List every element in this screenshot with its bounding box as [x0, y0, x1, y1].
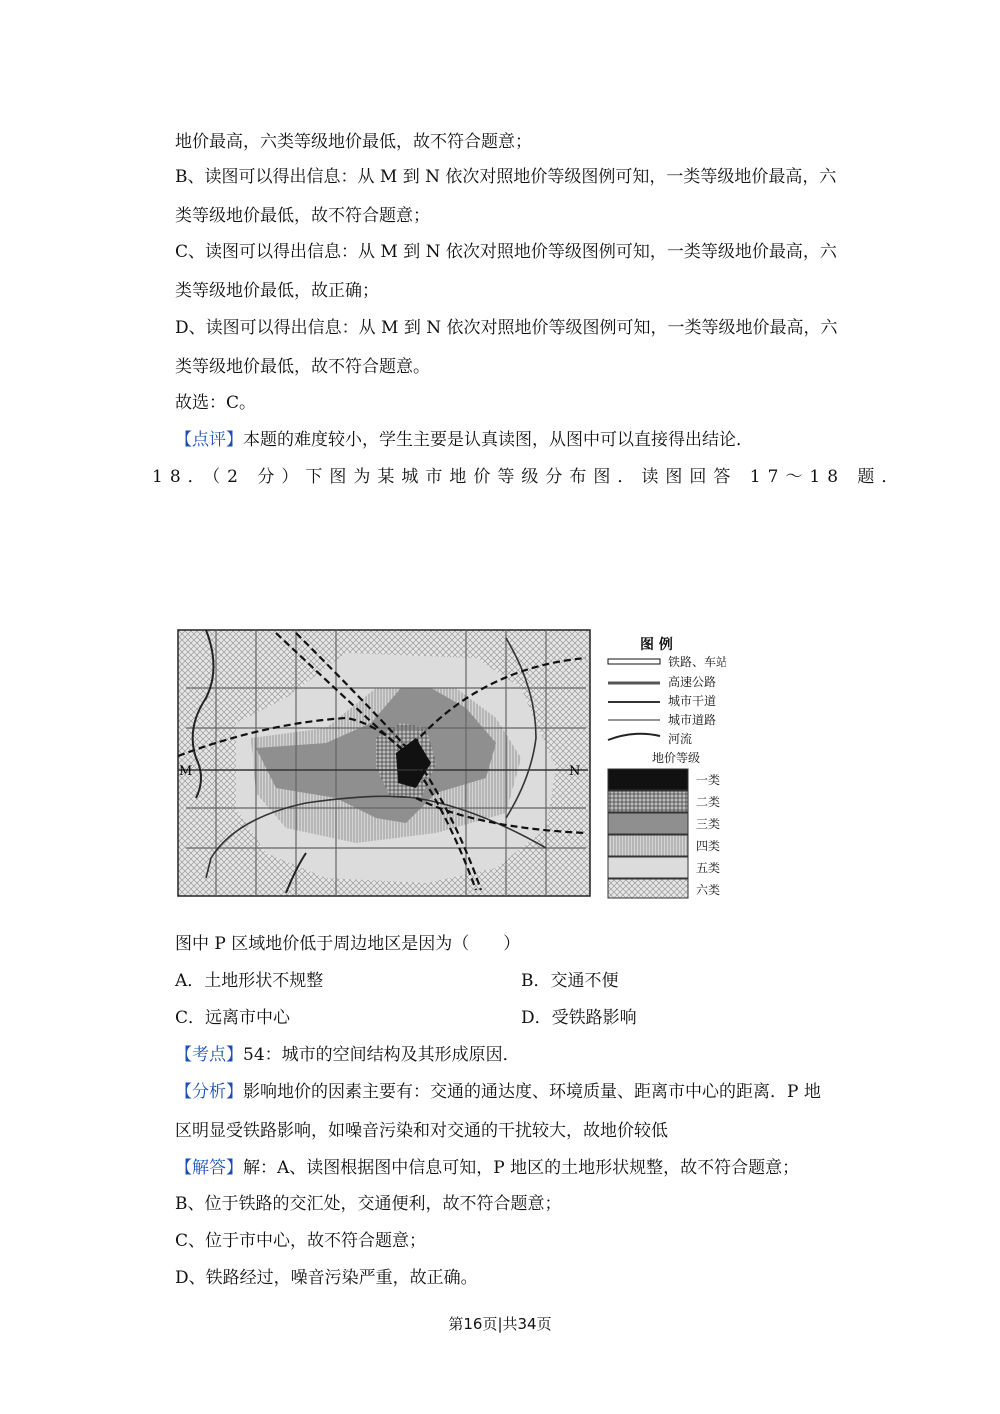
- legend-line-2: 城市干道: [668, 694, 717, 708]
- legend-swatch-5: [608, 857, 688, 878]
- answer-c-line1: C、读图可以得出信息：从 M 到 N 依次对照地价等级图例可知，一类等级地价最高，六: [175, 242, 837, 262]
- comment-tag: 【点评】: [175, 430, 243, 450]
- comment-text: 本题的难度较小，学生主要是认真读图，从图中可以直接得出结论．: [243, 430, 753, 450]
- fenxi-tag: 【分析】: [175, 1082, 243, 1102]
- question-stem: 图中 P 区域地价低于周边地区是因为（ ）: [175, 934, 521, 954]
- kaodian-tag: 【考点】: [175, 1045, 243, 1065]
- legend-line-0: 铁路、车站: [668, 655, 726, 669]
- answer-b-line2: 类等级地价最低，故不符合题意；: [175, 206, 430, 226]
- legend-line-4: 河流: [668, 732, 693, 746]
- land-price-map: [176, 628, 726, 900]
- option-c: C．远离市中心: [175, 1008, 291, 1028]
- kaodian-text: 54：城市的空间结构及其形成原因．: [243, 1045, 520, 1065]
- option-a: A．土地形状不规整: [175, 971, 324, 991]
- legend-grade-3: 四类: [696, 839, 721, 853]
- map-legend: [608, 636, 726, 898]
- option-b: B．交通不便: [521, 971, 619, 991]
- page-footer: 第16页|共34页: [448, 1315, 552, 1333]
- answer-line-a-end: 地价最高，六类等级地价最低，故不符合题意；: [175, 132, 532, 152]
- answer-select: 故选：C。: [175, 393, 257, 413]
- map-svg: [176, 628, 726, 900]
- answer-d-line1: D、读图可以得出信息：从 M 到 N 依次对照地价等级图例可知，一类等级地价最高，六: [175, 318, 838, 338]
- jieda-line1: [175, 1153, 799, 1178]
- legend-swatch-6: [608, 879, 688, 898]
- legend-grade-5: 六类: [696, 883, 721, 897]
- fenxi-line2: 区明显受铁路影响，如噪音污染和对交通的干扰较大，故地价较低: [175, 1121, 668, 1141]
- legend-line-1: 高速公路: [668, 675, 717, 689]
- legend-railway-symbol: [608, 659, 660, 664]
- legend-grade-4: 五类: [696, 861, 721, 875]
- answer-c-line2: 类等级地价最低，故正确；: [175, 281, 379, 301]
- fenxi-line1: [175, 1077, 821, 1102]
- legend-swatch-3: [608, 813, 688, 834]
- legend-swatch-2: [608, 791, 688, 812]
- legend-river-symbol: [608, 734, 660, 740]
- question-18-header: 18．（2 分）下图为某城市地价等级分布图．读图回答 17～18 题．: [152, 467, 906, 487]
- jieda-tag: 【解答】: [175, 1158, 243, 1178]
- legend-title: 图 例: [640, 637, 673, 653]
- legend-swatch-1: [608, 769, 688, 790]
- comment-line: [175, 425, 753, 450]
- legend-swatch-4: [608, 835, 688, 856]
- jieda-text1: 解：A、读图根据图中信息可知，P 地区的土地形状规整，故不符合题意；: [243, 1158, 800, 1178]
- fenxi-text1: 影响地价的因素主要有：交通的通达度、环境质量、距离市中心的距离．P 地: [243, 1082, 821, 1102]
- legend-grade-0: 一类: [696, 773, 721, 787]
- legend-grade-1: 二类: [696, 795, 721, 809]
- option-d: D．受铁路影响: [521, 1008, 637, 1028]
- label-m: M: [179, 764, 193, 779]
- jieda-c: C、位于市中心，故不符合题意；: [175, 1231, 427, 1251]
- legend-line-3: 城市道路: [668, 713, 717, 727]
- answer-b-line1: B、读图可以得出信息：从 M 到 N 依次对照地价等级图例可知，一类等级地价最高，六: [175, 167, 837, 187]
- kaodian-line: [175, 1040, 520, 1065]
- label-n: N: [569, 764, 581, 779]
- jieda-b: B、位于铁路的交汇处，交通便利，故不符合题意；: [175, 1194, 562, 1214]
- legend-grade-title: 地价等级: [652, 751, 701, 765]
- legend-grade-2: 三类: [696, 817, 721, 831]
- jieda-d: D、铁路经过，噪音污染严重，故正确。: [175, 1268, 478, 1288]
- answer-d-line2: 类等级地价最低，故不符合题意。: [175, 357, 430, 377]
